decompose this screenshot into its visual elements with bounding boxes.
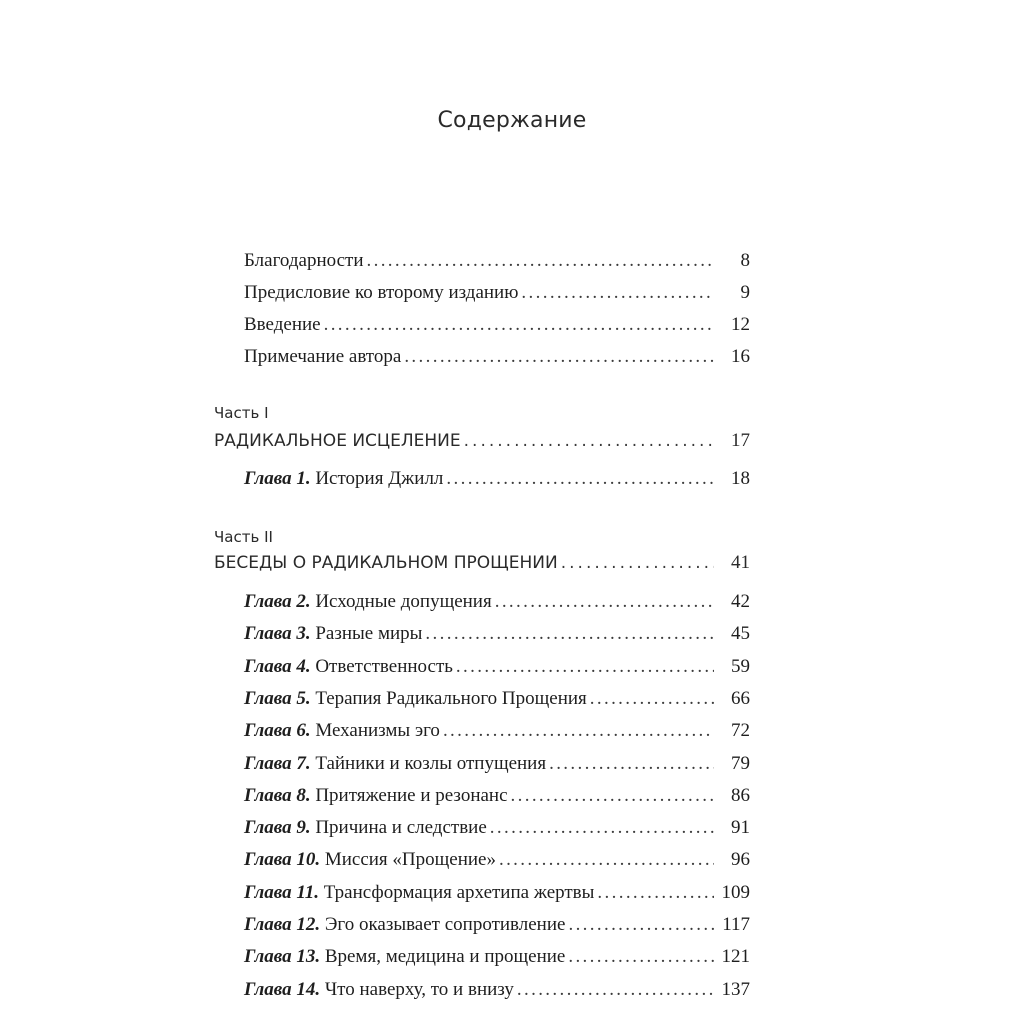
chapter-number: Глава 11.	[244, 881, 320, 903]
toc-chapter-entry[interactable]	[244, 849, 750, 871]
dot-leader	[517, 979, 714, 1001]
toc-chapter-entry[interactable]	[244, 468, 750, 490]
toc-chapter-entry[interactable]	[244, 817, 750, 839]
toc-chapter-entry[interactable]	[244, 882, 750, 904]
toc-chapter-entry[interactable]	[244, 656, 750, 678]
toc-page-number: 121	[721, 946, 750, 968]
chapter-number: Глава 9.	[244, 817, 311, 839]
toc-page-number: 117	[722, 914, 750, 935]
toc-page-number: 86	[731, 784, 750, 806]
chapter-title: Время, медицина и прощение	[324, 946, 566, 968]
toc-entry-label: РАДИКАЛЬНОЕ ИСЦЕЛЕНИЕ	[214, 431, 461, 451]
dot-leader	[495, 591, 714, 613]
toc-chapter-entry[interactable]	[244, 914, 750, 936]
toc-chapter-entry[interactable]	[244, 688, 750, 710]
toc-page-number: 8	[740, 250, 750, 271]
toc-page-number: 109	[721, 881, 750, 903]
toc-page-number: 66	[731, 687, 750, 709]
toc-chapter-entry[interactable]	[244, 591, 750, 613]
dot-leader	[590, 688, 714, 710]
chapter-title: Миссия «Прощение»	[324, 849, 496, 871]
chapter-title: Причина и следствие	[315, 817, 487, 839]
part-label: Часть I	[214, 404, 269, 422]
page-title: Содержание	[437, 108, 587, 133]
toc-chapter-entry[interactable]	[244, 720, 750, 742]
chapter-number: Глава 6.	[244, 720, 311, 742]
toc-entry-label: Предисловие ко второму изданию	[244, 282, 519, 303]
dot-leader	[446, 468, 714, 490]
chapter-number: Глава 13.	[244, 946, 321, 968]
dot-leader	[404, 346, 714, 368]
toc-entry-label: Примечание автора	[244, 346, 402, 367]
dot-leader	[443, 720, 714, 742]
toc-page-number: 137	[721, 978, 750, 1000]
chapter-number: Глава 7.	[244, 752, 311, 774]
chapter-number: Глава 5.	[244, 687, 311, 709]
dot-leader	[367, 250, 715, 272]
chapter-number: Глава 1.	[244, 468, 311, 489]
chapter-title: Тайники и козлы отпущения	[315, 752, 547, 774]
toc-entry-label: Благодарности	[244, 250, 364, 271]
dot-leader	[464, 431, 714, 451]
toc-chapter-entry[interactable]	[244, 785, 750, 807]
chapter-title: Эго оказывает сопротивление	[324, 914, 566, 935]
dot-leader	[511, 785, 714, 807]
toc-entry-acknowledgements[interactable]	[244, 250, 750, 272]
toc-entry-label: Введение	[244, 314, 321, 335]
chapter-number: Глава 3.	[244, 623, 311, 645]
toc-page-number: 45	[731, 623, 750, 645]
chapter-number: Глава 8.	[244, 784, 311, 806]
toc-page-number: 16	[731, 346, 750, 367]
chapter-title: Разные миры	[315, 623, 423, 645]
toc-page-number: 96	[731, 849, 750, 871]
toc-part-title[interactable]	[214, 552, 750, 574]
chapter-title: Притяжение и резонанс	[315, 784, 508, 806]
part-label: Часть II	[214, 528, 273, 546]
chapter-number: Глава 10.	[244, 849, 321, 871]
chapter-title: Ответственность	[315, 655, 453, 677]
toc-page-number: 79	[731, 752, 750, 774]
toc-chapter-entry[interactable]	[244, 753, 750, 775]
dot-leader	[456, 656, 714, 678]
chapter-title: Исходные допущения	[315, 591, 492, 612]
toc-chapter-entry[interactable]	[244, 623, 750, 645]
toc-page-number: 12	[731, 314, 750, 335]
chapter-title: Что наверху, то и внизу	[324, 978, 514, 1000]
chapter-number: Глава 2.	[244, 591, 311, 612]
toc-chapter-entry[interactable]	[244, 946, 750, 968]
toc-page-number: 17	[731, 430, 750, 451]
dot-leader	[568, 914, 714, 936]
chapter-title: Трансформация архетипа жертвы	[323, 881, 595, 903]
toc-page-number: 18	[731, 468, 750, 489]
dot-leader	[425, 623, 714, 645]
chapter-number: Глава 14.	[244, 978, 321, 1000]
chapter-title: Механизмы эго	[315, 720, 440, 742]
toc-page-number: 42	[731, 591, 750, 612]
dot-leader	[568, 946, 714, 968]
chapter-title: Терапия Радикального Прощения	[315, 687, 587, 709]
chapter-number: Глава 4.	[244, 655, 311, 677]
toc-page-number: 72	[731, 720, 750, 742]
toc-page-number: 41	[731, 552, 750, 573]
dot-leader	[499, 849, 714, 871]
toc-entry-preface[interactable]	[244, 282, 750, 304]
toc-entry-author-note[interactable]	[244, 346, 750, 368]
toc-entry-label: БЕСЕДЫ О РАДИКАЛЬНОМ ПРОЩЕНИИ	[214, 553, 558, 573]
toc-part-title[interactable]	[214, 430, 750, 452]
toc-page-number: 59	[731, 655, 750, 677]
toc-page-number: 91	[731, 817, 750, 839]
dot-leader	[561, 553, 714, 573]
dot-leader	[490, 817, 714, 839]
toc-page-number: 9	[740, 282, 750, 303]
dot-leader	[597, 882, 714, 904]
dot-leader	[521, 282, 714, 304]
toc-entry-introduction[interactable]	[244, 314, 750, 336]
toc-chapter-entry[interactable]	[244, 979, 750, 1001]
dot-leader	[549, 753, 714, 775]
dot-leader	[324, 314, 714, 336]
chapter-title: История Джилл	[315, 468, 444, 489]
chapter-number: Глава 12.	[244, 914, 321, 935]
